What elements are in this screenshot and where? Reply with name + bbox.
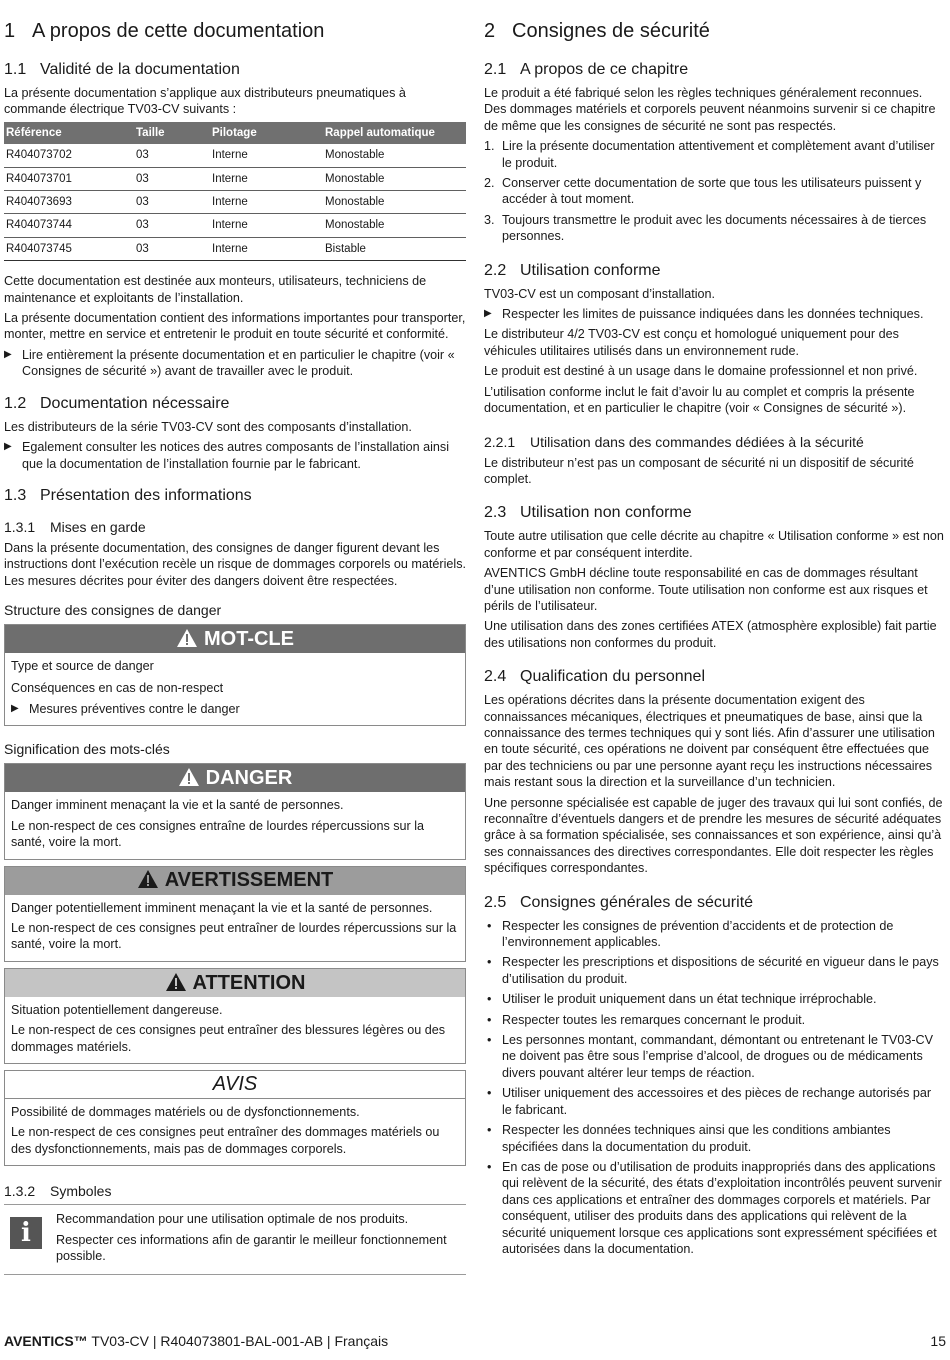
section-2-1-heading: 2.1 A propos de ce chapitre <box>484 61 689 78</box>
avis-line-2: Le non-respect de ces consignes peut entraîner des dommages matériels ou des dysfonctionnements, mais pas de dommages corporels. <box>11 1125 440 1156</box>
cell-reference: R404073702 <box>4 144 134 167</box>
improper-use-p2: AVENTICS GmbH décline toute responsabilité en cas de dommages résultant d’une utilisation non conforme. Toute utilisation non conforme est aux risques et périls de l’utilisateur. <box>484 566 928 613</box>
attention-box <box>4 968 466 1064</box>
section-1-1-heading: 1.1 Validité de la documentation <box>4 61 240 78</box>
motcle-box <box>4 624 466 726</box>
intended-use-p4: L’utilisation conforme inclut le fait d’avoir lu au complet et compris la présente documentation, et en particulier le chapitre (voir « Consignes de sécurité »). <box>484 384 915 416</box>
qualification-p2: Une personne spécialisée est capable de juger des travaux qui lui sont confiés, de reconnaître d’éventuels dangers et de prendre les mesures de sécurité adéquates grâce à sa formation spécialisée, ses connaissances et son expérience, ainsi qu’à ses connaissances des directives correspondantes. Elle doit respecter les règles spécifiques correspondantes. <box>484 795 943 876</box>
cell-taille: 03 <box>134 237 210 260</box>
cell-rappel: Monostable <box>323 167 466 190</box>
info-icon: i <box>10 1217 42 1249</box>
cell-pilotage: Interne <box>210 167 323 190</box>
avertissement-label: AVERTISSEMENT <box>164 869 334 892</box>
reference-table <box>4 122 466 261</box>
list-item: • Respecter les données techniques ainsi que les conditions ambiantes spécifiées dans la documentation du produit. <box>484 1122 944 1155</box>
steps-list <box>484 138 944 244</box>
safety-controls-paragraph: Le distributeur n’est pas un composant de sécurité ni un dispositif de sécurité complet. <box>484 455 914 486</box>
avis-label: AVIS <box>5 1071 465 1099</box>
motcle-label: MOT-CLE <box>204 627 294 650</box>
attention-label: ATTENTION <box>192 971 306 994</box>
avis-box <box>4 1070 466 1166</box>
left-column <box>4 18 466 1275</box>
improper-use-p1: Toute autre utilisation que celle décrite au chapitre « Utilisation conforme » est non conforme et par conséquent interdite. <box>484 529 944 560</box>
page-number: 15 <box>930 1333 946 1349</box>
col-taille: Taille <box>134 122 210 144</box>
table-row <box>4 237 466 260</box>
required-docs-paragraph: Les distributeurs de la série TV03-CV sont des composants d’installation. <box>4 419 412 434</box>
section-2-2-1-heading: 2.2.1 Utilisation dans des commandes dédiées à la sécurité <box>484 433 864 450</box>
qualification-p1: Les opérations décrites dans la présente documentation exigent des connaissances mécaniques, électriques et pneumatiques de base, ainsi que la connaissance des termes techniques qui y sont liés. Afin d’assurer une utilisation en toute sécurité, ces opérations ne doivent par conséquent être effectuées que par des techniciens ou par une personne ayant reçu les instructions nécessaires mais restant sous la direction et la surveillance d’un technicien. <box>484 693 935 790</box>
avertissement-line-1: Danger potentiellement imminent menaçant la vie et la santé de personnes. <box>11 900 433 915</box>
cell-pilotage: Interne <box>210 237 323 260</box>
info-symbol-row <box>4 1204 466 1275</box>
col-rappel: Rappel automatique <box>323 122 466 144</box>
chapter-about-paragraph: Le produit a été fabriqué selon les règles techniques généralement reconnues. Des dommages matériels et corporels peuvent néanmoins survenir si ce chapitre de même que les consignes de sécurité ne sont pas respectés. <box>484 86 936 133</box>
table-row <box>4 214 466 237</box>
warnings-paragraph: Dans la présente documentation, des consignes de danger figurent devant les instructions dont l’exécution recèle un risque de dommages corporels ou matériels. Les mesures décrites pour éviter des dangers doivent être respectées. <box>4 540 467 588</box>
section-1-3-1-heading: 1.3.1 Mises en garde <box>4 518 146 535</box>
cell-pilotage: Interne <box>210 214 323 237</box>
cell-pilotage: Interne <box>210 191 323 214</box>
cell-reference: R404073693 <box>4 191 134 214</box>
consult-instruction: ▶ Egalement consulter les notices des autres composants de l’installation ainsi que la documentation de l’installation fournie par le fabricant. <box>4 439 466 472</box>
list-item: • Les personnes montant, commandant, démontant ou entretenant le TV03-CV ne doivent pas être sous l’emprise d’alcool, de drogues ou de médicaments divers pouvant altérer leur temps de réaction. <box>484 1032 944 1081</box>
list-item: 1. Lire la présente documentation attentivement et complètement avant d’utiliser le produit. <box>484 139 935 170</box>
danger-line-1: Danger imminent menaçant la vie et la santé de personnes. <box>11 798 344 813</box>
list-item: • En cas de pose ou d’utilisation de produits inappropriés dans des applications qui relèvent de la sécurité, des états d’exploitation incontrôlés peuvent survenir dans ces applications et entraîner des dommages corporels et matériels. Par conséquent, utiliser des produits dans des applications qui relèvent de la sécurité uniquement lorsque ces applications sont expressément spécifiées et autorisées dans la documentation. <box>484 1159 944 1257</box>
intended-use-p3: Le produit est destiné à un usage dans le domaine professionnel et non privé. <box>484 364 918 379</box>
cell-reference: R404073701 <box>4 167 134 190</box>
right-column <box>484 18 944 1261</box>
cell-reference: R404073744 <box>4 214 134 237</box>
section-2-5-heading: 2.5 Consignes générales de sécurité <box>484 893 754 911</box>
power-limits-instruction: ▶ Respecter les limites de puissance indiquées dans les données techniques. <box>484 306 944 322</box>
validity-intro: La présente documentation s’applique aux distributeurs pneumatiques à commande électrique TV03-CV suivants : <box>4 86 406 117</box>
cell-rappel: Monostable <box>323 144 466 167</box>
table-header-row <box>4 122 466 144</box>
cell-taille: 03 <box>134 167 210 190</box>
section-2-2-heading: 2.2 Utilisation conforme <box>484 261 661 279</box>
section-1-2-heading: 1.2 Documentation nécessaire <box>4 394 230 412</box>
measures-text: ▶ Mesures préventives contre le danger <box>11 701 459 717</box>
symbol-line-1: Recommandation pour une utilisation optimale de nos produits. <box>56 1212 409 1227</box>
footer-brand: AVENTICS™ <box>4 1333 88 1349</box>
read-instruction: ▶ Lire entièrement la présente documentation et en particulier le chapitre (voir « Consignes de sécurité ») avant de travailler avec le produit. <box>4 347 466 380</box>
footer-doc-id: TV03-CV | R404073801-BAL-001-AB | Français <box>87 1333 389 1349</box>
section-1-3-heading: 1.3 Présentation des informations <box>4 486 252 504</box>
list-item: • Utiliser le produit uniquement dans un état technique irréprochable. <box>484 991 944 1007</box>
cell-pilotage: Interne <box>210 144 323 167</box>
footer-doc-info <box>4 1332 388 1350</box>
attention-line-2: Le non-respect de ces consignes peut entraîner des blessures légères ou des dommages matériels. <box>11 1023 446 1054</box>
col-pilotage: Pilotage <box>210 122 323 144</box>
cell-taille: 03 <box>134 214 210 237</box>
warning-triangle-icon <box>165 972 187 994</box>
chapter-1-heading: 1 A propos de cette documentation <box>4 20 325 42</box>
section-2-4-heading: 2.4 Qualification du personnel <box>484 668 706 686</box>
avertissement-box <box>4 866 466 962</box>
symbol-line-2: Respecter ces informations afin de garantir le meilleur fonctionnement possible. <box>56 1232 447 1264</box>
list-item: 2. Conserver cette documentation de sorte que tous les utilisateurs puissent y accéder à tout moment. <box>484 176 922 207</box>
cell-rappel: Bistable <box>323 237 466 260</box>
intended-use-p2: Le distributeur 4/2 TV03-CV est conçu et homologué uniquement pour des véhicules utilitaires utilisés dans un environnement rude. <box>484 327 899 358</box>
list-item: • Respecter toutes les remarques concernant le produit. <box>484 1012 944 1028</box>
list-item: • Respecter les consignes de prévention d’accidents et de protection de l’environnement applicables. <box>484 918 944 951</box>
list-item: • Respecter les prescriptions et dispositions de sécurité en vigueur dans le pays d’utilisation du produit. <box>484 954 944 987</box>
cell-taille: 03 <box>134 191 210 214</box>
safety-bullets <box>484 918 944 1258</box>
cell-rappel: Monostable <box>323 191 466 214</box>
warning-triangle-icon <box>137 869 159 891</box>
danger-label: DANGER <box>205 767 293 790</box>
list-item: 3. Toujours transmettre le produit avec les documents nécessaires à de tierces personnes. <box>484 212 927 244</box>
danger-type-text: Type et source de danger <box>11 659 154 674</box>
col-reference: Référence <box>4 122 134 144</box>
avis-line-1: Possibilité de dommages matériels ou de dysfonctionnements. <box>11 1105 360 1119</box>
warning-triangle-icon <box>176 628 198 650</box>
improper-use-p3: Une utilisation dans des zones certifiées ATEX (atmosphère explosible) fait partie des utilisations non conformes du produit. <box>484 619 937 650</box>
signification-heading: Signification des mots-clés <box>4 741 170 758</box>
warning-triangle-icon <box>178 767 200 789</box>
cell-rappel: Monostable <box>323 214 466 237</box>
danger-line-2: Le non-respect de ces consignes entraîne de lourdes répercussions sur la santé, voire la mort. <box>11 818 425 850</box>
consequences-text: Conséquences en cas de non-respect <box>11 680 224 695</box>
content-paragraph: La présente documentation contient des informations importantes pour transporter, monter, mettre en service et entretenir le produit en toute sécurité et conformité. <box>4 311 466 342</box>
section-1-3-2-heading: 1.3.2 Symboles <box>4 1183 112 1200</box>
attention-line-1: Situation potentiellement dangereuse. <box>11 1002 223 1017</box>
table-row <box>4 144 466 167</box>
cell-taille: 03 <box>134 144 210 167</box>
page-footer <box>4 1332 946 1350</box>
chapter-2-heading: 2 Consignes de sécurité <box>484 20 710 42</box>
table-row <box>4 191 466 214</box>
table-row <box>4 167 466 190</box>
danger-box <box>4 763 466 859</box>
audience-paragraph: Cette documentation est destinée aux monteurs, utilisateurs, techniciens de maintenance et exploitants de l’installation. <box>4 274 427 305</box>
list-item: • Utiliser uniquement des accessoires et des pièces de rechange autorisés par le fabricant. <box>484 1085 944 1118</box>
structure-heading: Structure des consignes de danger <box>4 602 222 619</box>
intended-use-p1: TV03-CV est un composant d’installation. <box>484 286 716 301</box>
section-2-3-heading: 2.3 Utilisation non conforme <box>484 504 692 522</box>
cell-reference: R404073745 <box>4 237 134 260</box>
avertissement-line-2: Le non-respect de ces consignes peut entraîner de lourdes répercussions sur la santé, voire la mort. <box>11 920 457 952</box>
